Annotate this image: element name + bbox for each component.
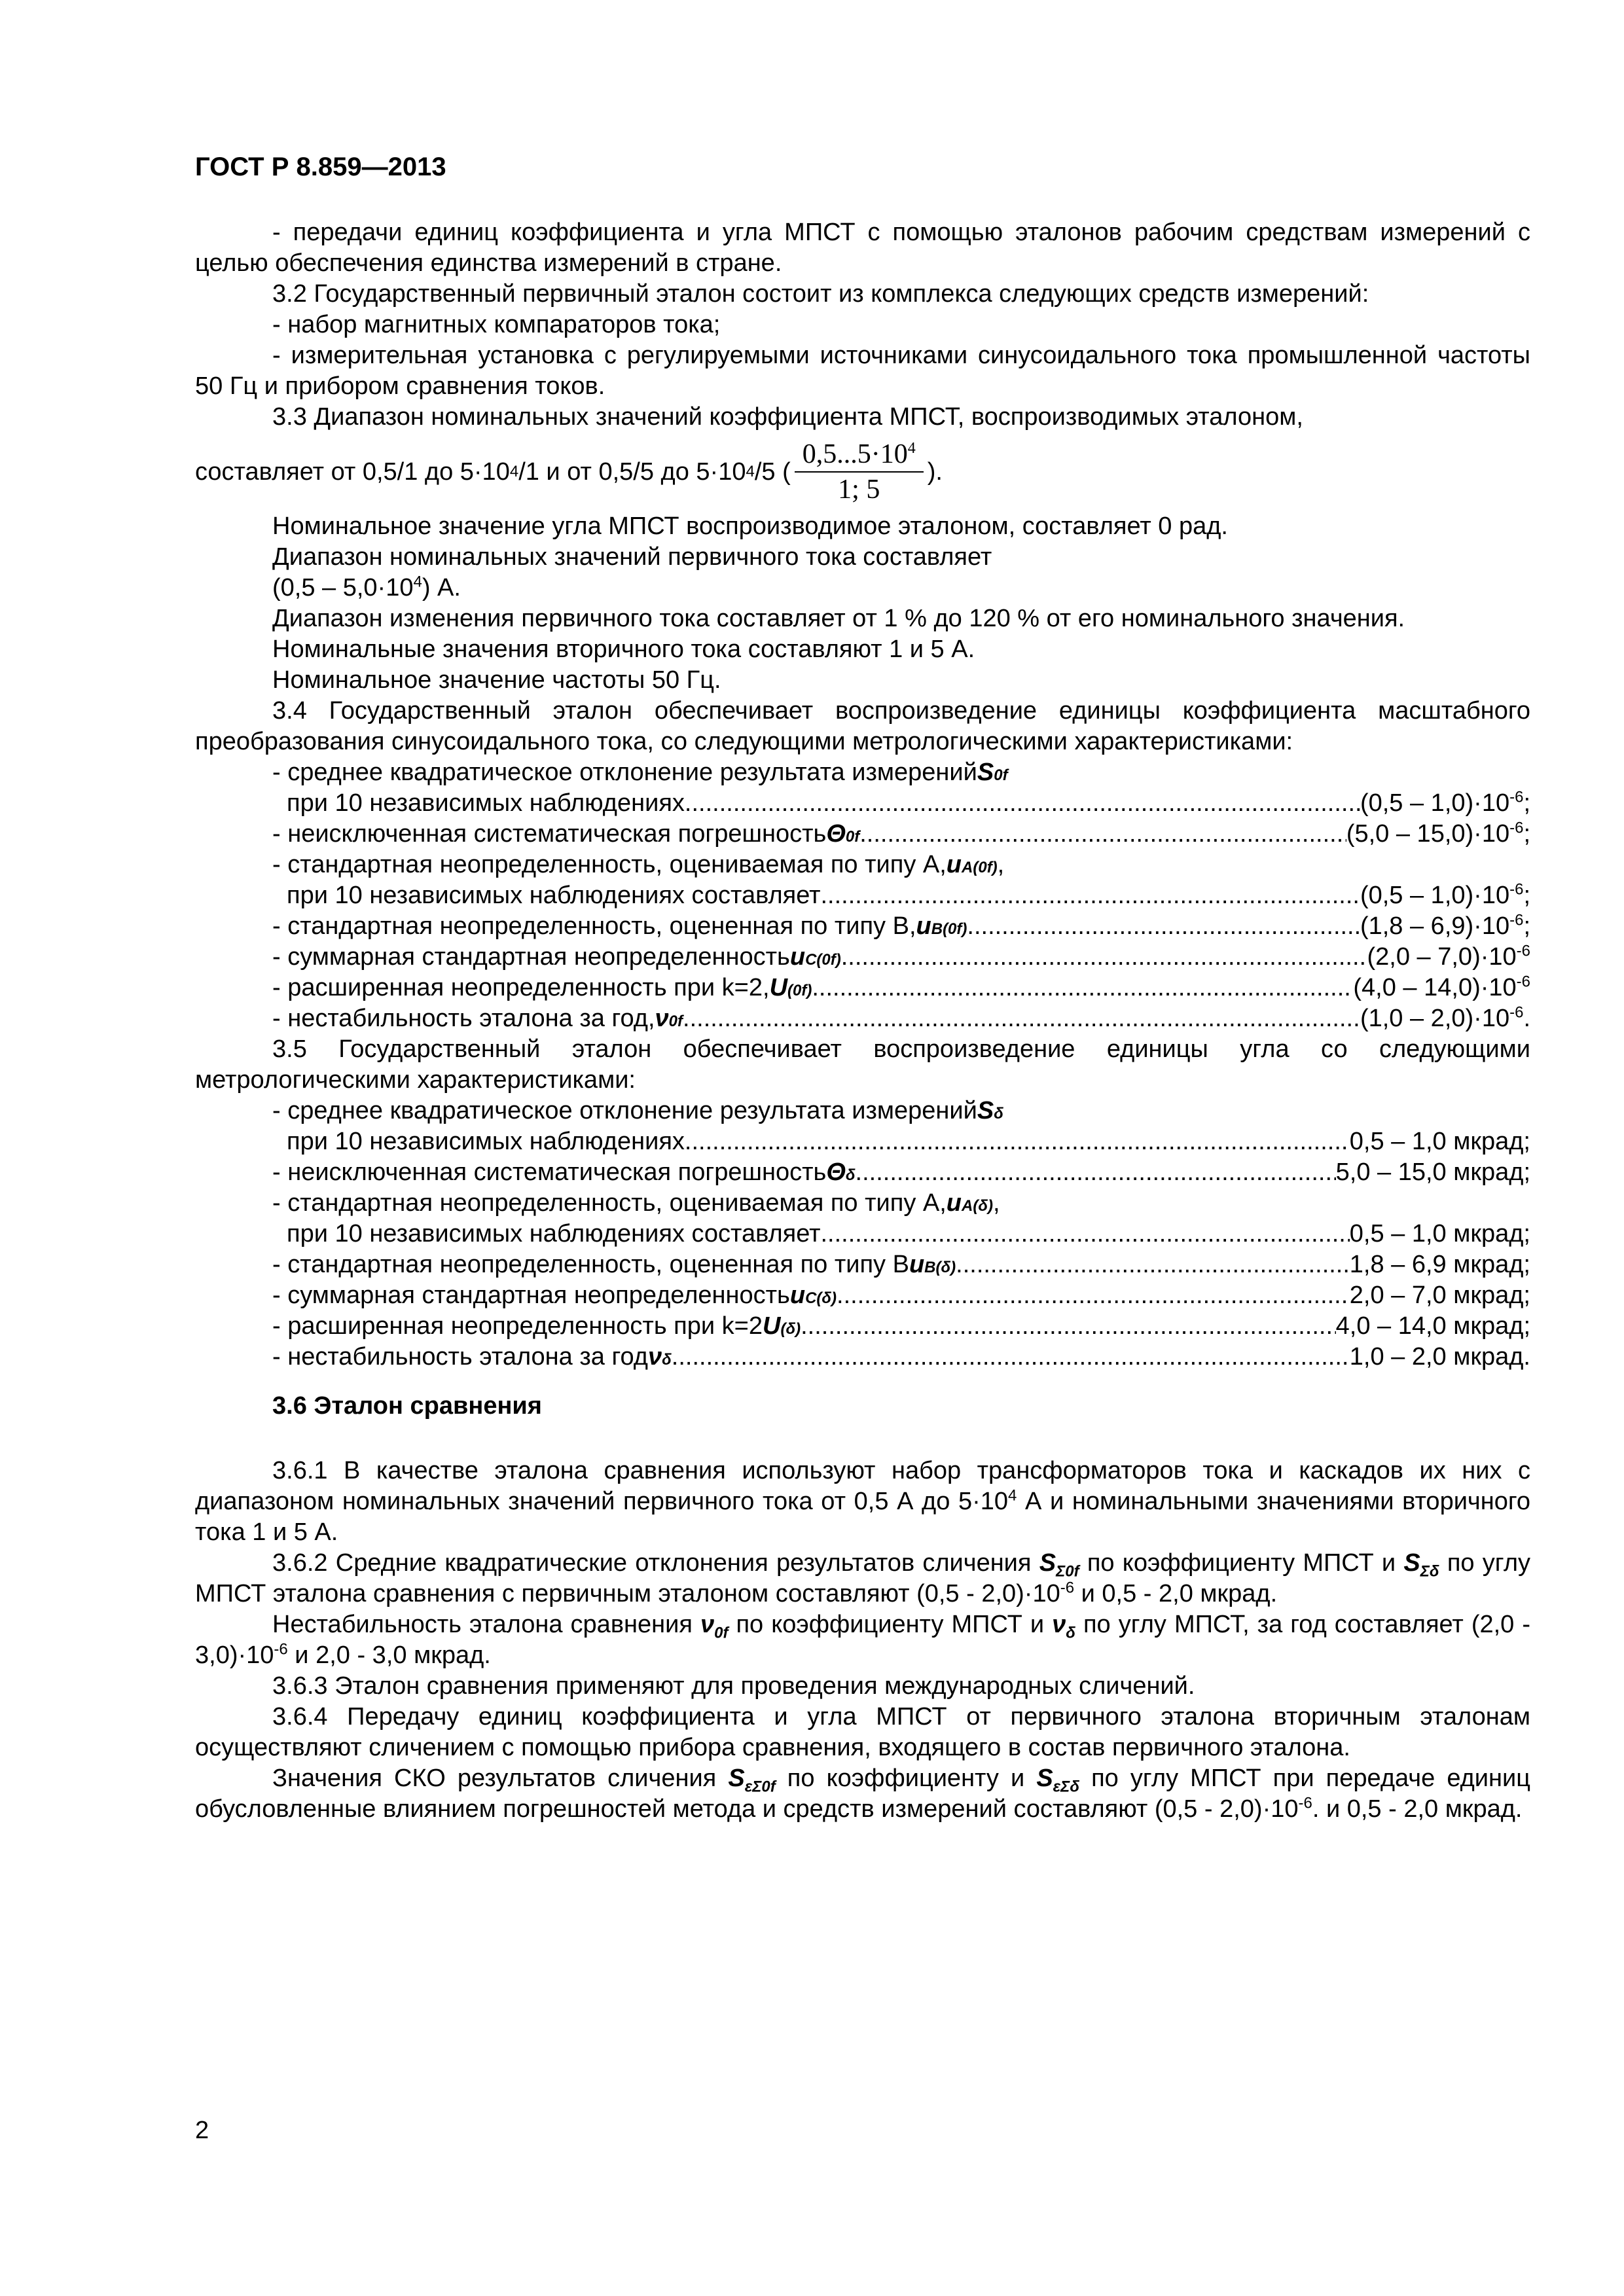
p362-c: по углу МПСТ эталона сравнения с первичным эталоном составляют (0,5 - 2,0)·10 [195,1549,1530,1607]
list35-item-type-a-value [195,1219,1530,1249]
list35-item-expanded-value: 4,0 – 14,0 мкрад; [1335,1312,1530,1340]
sko-sub-1: εΣ0f [744,1778,776,1796]
list35-item-combined-value: 2,0 – 7,0 мкрад; [1349,1282,1530,1309]
list34-item-instability-symbol: ν [655,1005,669,1032]
list34-item-instability-end: . [1523,1005,1530,1032]
list34-item-type-a-value-exp: -6 [1509,880,1524,899]
nestab-symbol-1: ν [700,1611,715,1638]
sko-symbol-2: S [1036,1765,1053,1792]
list34-item-type-a-value-text: при 10 независимых наблюдениях составляет [287,882,821,909]
sko-a: Значения СКО результатов сличения [272,1765,729,1792]
list35-item-sko-symbol: S [977,1097,994,1124]
nestab-c: по углу МПСТ, за год составляет (2,0 - 3,0)·10 [195,1611,1531,1669]
list34-item-expanded-exp: -6 [1516,973,1530,991]
list34-item-instability-exp: -6 [1509,1003,1524,1022]
list35-item-sko-text: - среднее квадратическое отклонение результата измерений [272,1097,977,1124]
sko-exp: -6 [1298,1794,1312,1812]
list-item-comparators: - набор магнитных компараторов тока; [272,311,721,338]
list34-item-expanded-symbol: U [769,974,788,1001]
list35-item-type-b-symbol: u [909,1251,925,1278]
list35-item-type-a-text: - стандартная неопределенность, оцениваемая по типу А, [272,1189,947,1217]
page-header: ГОСТ Р 8.859—2013 [195,152,446,181]
sko-symbol-1: S [728,1765,745,1792]
list35-item-instability-value: 1,0 – 2,0 мкрад. [1349,1343,1530,1371]
range-value-exp: 4 [413,573,422,591]
formula-text-2: /1 и от 0,5/5 до 5·10 [518,457,746,486]
list35-item-expanded-text: - расширенная неопределенность при k=2 [272,1312,763,1340]
list35-item-expanded-symbol: U [763,1312,781,1340]
sko-c: по углу МПСТ при передаче единиц обусловленные влиянием погрешностей метода и средств измерений составляют (0,5 - 2,0)·10 [195,1765,1530,1823]
formula-range-line: составляет от 0,5/1 до 5·10 4 /1 и от 0,5/5 до 5·10 4 /5 ( $\frac{0,5...5\cdot 10^4}{1; 5}$ ). [195,439,943,505]
list35-item-combined: - суммарная стандартная неопределенность u C(δ) ..... 2,0 – 7,0 мкрад; [195,1280,1530,1311]
list34-item-instability-value: (1,0 – 2,0)·10 [1360,1005,1510,1032]
p362-d: и 0,5 - 2,0 мкрад. [1074,1580,1278,1607]
p361-a: 3.6.1 В качестве эталона сравнения используют набор трансформаторов тока и каскадов их них с диапазоном номинальных значений первичного тока от 0,5 А до 5·10 [195,1457,1530,1515]
list35-item-systematic-value: 5,0 – 15,0 мкрад; [1335,1158,1530,1186]
paragraph-range-value [195,573,1530,603]
nestab-a: Нестабильность эталона сравнения [272,1611,700,1638]
nestab-sub-1: 0f [714,1624,729,1642]
paragraph-3-3: 3.3 Диапазон номинальных значений коэффициента МПСТ, воспроизводимых эталоном, [272,403,1303,431]
list35-item-instability-symbol: ν [647,1343,662,1371]
page-number: 2 [195,2117,209,2144]
nestab-b: по коэффициенту МПСТ и [728,1611,1053,1638]
list34-item-instability-text: - нестабильность эталона за год, [272,1005,655,1032]
p362-exp: -6 [1060,1579,1075,1597]
list34-item-sko-symbol: S [977,759,994,786]
list35-item-type-a-value-text: при 10 независимых наблюдениях составляет [287,1220,821,1247]
list35-item-combined-text: - суммарная стандартная неопределенность [272,1282,790,1309]
nestab-symbol-2: ν [1052,1611,1066,1638]
formula-text-3: /5 ( [754,457,791,486]
list35-item-systematic-symbol: Θ [826,1158,846,1186]
paragraph-3-6-1 [195,1456,1530,1548]
list34-item-type-a-value [195,880,1530,911]
list35-item-type-a: - стандартная неопределенность, оцениваемая по типу А, u A(δ) , [195,1188,1530,1219]
p361-exp: 4 [1008,1486,1017,1505]
list35-item-type-b-value: 1,8 – 6,9 мкрад; [1349,1251,1530,1278]
paragraph-secondary: Номинальные значения вторичного тока составляют 1 и 5 А. [272,636,975,663]
list34-item-systematic-symbol: Θ [826,820,846,848]
fraction [795,439,924,505]
list34-item-combined-text: - суммарная стандартная неопределенность [272,943,790,971]
formula-text-4: ). [927,457,943,486]
list35-item-sko: - среднее квадратическое отклонение результата измерений S δ [195,1096,1530,1126]
list34-item-systematic-text: - неисключенная систематическая погрешность [272,820,827,848]
list34-item-systematic-exp: -6 [1509,819,1524,837]
paragraph-3-6-4: 3.6.4 Передачу единиц коэффициента и угла МПСТ от первичного эталона вторичным эталонам осуществляют сличением с помощью прибора сравнения, входящего в состав первичного эталона. [195,1703,1530,1761]
list35-item-instability-text: - нестабильность эталона за год [272,1343,648,1371]
list34-item-sko-value-text: при 10 независимых наблюдениях [287,789,685,817]
range-value-a: (0,5 – 5,0·10 [272,574,414,601]
list34-item-systematic: - неисключенная систематическая погрешность Θ 0f ..... $(5,0 - 15,0)\cdot 10^{-6}$; [195,819,1530,850]
list34-item-sko-value-num: (0,5 – 1,0)·10 [1360,789,1510,817]
sko-d: . и 0,5 - 2,0 мкрад. [1312,1795,1523,1823]
list35-item-systematic-text: - неисключенная систематическая погрешность [272,1158,827,1186]
paragraph-3-2: 3.2 Государственный первичный эталон состоит из комплекса следующих средств измерений: [272,280,1369,308]
paragraph-change: Диапазон изменения первичного тока составляет от 1 % до 120 % от его номинального значения. [272,605,1405,632]
list34-item-type-a: - стандартная неопределенность, оцениваемая по типу А, u A(0f) , [195,850,1530,880]
paragraph-frequency: Номинальное значение частоты 50 Гц. [272,666,721,694]
list34-item-sko-value [195,788,1530,819]
list34-item-sko-value-end: ; [1523,789,1530,817]
list35-item-type-a-symbol: u [946,1189,962,1217]
list35-item-sko-value [195,1126,1530,1157]
formula-text-1: составляет от 0,5/1 до 5·10 [195,457,510,486]
list34-item-type-a-value-num: (0,5 – 1,0)·10 [1360,882,1510,909]
p362-a: 3.6.2 Средние квадратические отклонения результатов сличения [272,1549,1039,1577]
list34-item-expanded-value: (4,0 – 14,0)·10 [1353,974,1517,1001]
p362-b: по коэффициенту МПСТ и [1079,1549,1404,1577]
list35-item-instability: - нестабильность эталона за год ν δ ..... 1,0 – 2,0 мкрад. [195,1342,1530,1372]
list35-item-type-a-value-num: 0,5 – 1,0 мкрад; [1349,1220,1530,1247]
paragraph-range: Диапазон номинальных значений первичного тока составляет [272,543,992,571]
list35-item-sko-value-text: при 10 независимых наблюдениях [287,1128,685,1155]
paragraph-instability [195,1609,1530,1671]
list35-item-type-a-end: , [992,1189,1000,1217]
list34-item-type-b-text: - стандартная неопределенность, оцененная по типу В, [272,912,916,940]
paragraph-angle: Номинальное значение угла МПСТ воспроизводимое эталоном, составляет 0 рад. [272,512,1228,540]
nestab-sub-2: δ [1066,1624,1075,1642]
list34-item-type-b-exp: -6 [1509,911,1524,929]
list34-item-instability: - нестабильность эталона за год, ν 0f ..... $(1,0 - 2,0)\cdot 10^{-6}$. [195,1003,1530,1034]
paragraph-3-4: 3.4 Государственный эталон обеспечивает воспроизведение единицы коэффициента масштабного преобразования синусоидального тока, со следующими метрологическими характеристиками: [195,697,1530,755]
paragraph-3-5: 3.5 Государственный эталон обеспечивает воспроизведение единицы угла со следующими метрологическими характеристиками: [195,1035,1530,1094]
fraction-numerator-exp: 4 [907,440,916,457]
list34-item-sko-value-exp: -6 [1509,788,1524,806]
list35-item-type-b: - стандартная неопределенность, оцененная по типу В u B(δ) ..... 1,8 – 6,9 мкрад; [195,1249,1530,1280]
list34-item-type-b-symbol: u [916,912,931,940]
paragraph-transfer: - передачи единиц коэффициента и угла МПСТ с помощью эталонов рабочим средствам измерений с целью обеспечения единства измерений в стране. [195,219,1530,277]
list34-item-systematic-value: (5,0 – 15,0)·10 [1346,820,1510,848]
list34-item-combined-exp: -6 [1516,942,1530,960]
p361-b: А и номинальными значениями вторичного тока 1 и 5 А. [195,1488,1531,1546]
list34-item-sko-text: - среднее квадратическое отклонение результата измерений [272,759,977,786]
list34-item-expanded-text: - расширенная неопределенность при k=2, [272,974,770,1001]
list34-item-type-a-text: - стандартная неопределенность, оцениваемая по типу А, [272,851,947,878]
list34-item-type-a-value-end: ; [1523,882,1530,909]
list34-item-systematic-end: ; [1523,820,1530,848]
list34-item-sko: - среднее квадратическое отклонение результата измерений S 0f [195,757,1530,788]
list34-item-type-a-symbol: u [946,851,962,878]
list-item-installation: - измерительная установка с регулируемыми источниками синусоидального тока промышленной частоты 50 Гц и прибором сравнения токов. [195,342,1530,400]
list34-item-expanded: - расширенная неопределенность при k=2, U (0f) ..... $(4,0 - 14,0)\cdot 10^{-6}$ [195,973,1530,1003]
range-value-b: ) А. [422,574,461,601]
list34-item-combined: - суммарная стандартная неопределенность u C(0f) ..... $(2,0 - 7,0)\cdot 10^{-6}$ [195,942,1530,973]
sko-b: по коэффициенту и [775,1765,1037,1792]
document-body [195,217,1530,1825]
sko-sub-2: εΣδ [1053,1778,1079,1796]
p362-symbol-2: S [1403,1549,1420,1577]
paragraph-3-6-2 [195,1548,1530,1609]
list35-item-sko-value-num: 0,5 – 1,0 мкрад; [1349,1128,1530,1155]
list34-item-type-b-end: ; [1523,912,1530,940]
list35-item-type-b-text: - стандартная неопределенность, оцененная по типу В [272,1251,909,1278]
list35-item-combined-symbol: u [789,1282,806,1309]
nestab-d: и 2,0 - 3,0 мкрад. [287,1641,491,1669]
p362-sub-2: Σδ [1420,1562,1439,1581]
p362-symbol-1: S [1039,1549,1056,1577]
list35-item-expanded: - расширенная неопределенность при k=2 U (δ) ..... 4,0 – 14,0 мкрад; [195,1311,1530,1342]
list34-item-type-b: - стандартная неопределенность, оцененная по типу В, u B(0f) ..... $(1,8 - 6,9)\cdot 10^{-6}$; [195,911,1530,942]
fraction-denominator: 1; 5 [838,475,880,505]
p362-sub-1: Σ0f [1056,1562,1079,1581]
list34-item-combined-value: (2,0 – 7,0)·10 [1367,943,1517,971]
nestab-exp: -6 [274,1640,288,1659]
list34-item-type-b-value: (1,8 – 6,9)·10 [1360,912,1510,940]
paragraph-sko [195,1763,1530,1825]
section-heading-3-6: 3.6 Эталон сравнения [272,1392,542,1420]
list34-item-type-a-end: , [997,851,1005,878]
fraction-numerator [795,439,924,473]
fraction-numerator-text: 0,5...5·10 [802,439,908,469]
paragraph-3-6-3: 3.6.3 Эталон сравнения применяют для проведения международных сличений. [272,1672,1195,1700]
list34-item-combined-symbol: u [789,943,806,971]
list35-item-systematic: - неисключенная систематическая погрешность Θ δ ..... 5,0 – 15,0 мкрад; [195,1157,1530,1188]
